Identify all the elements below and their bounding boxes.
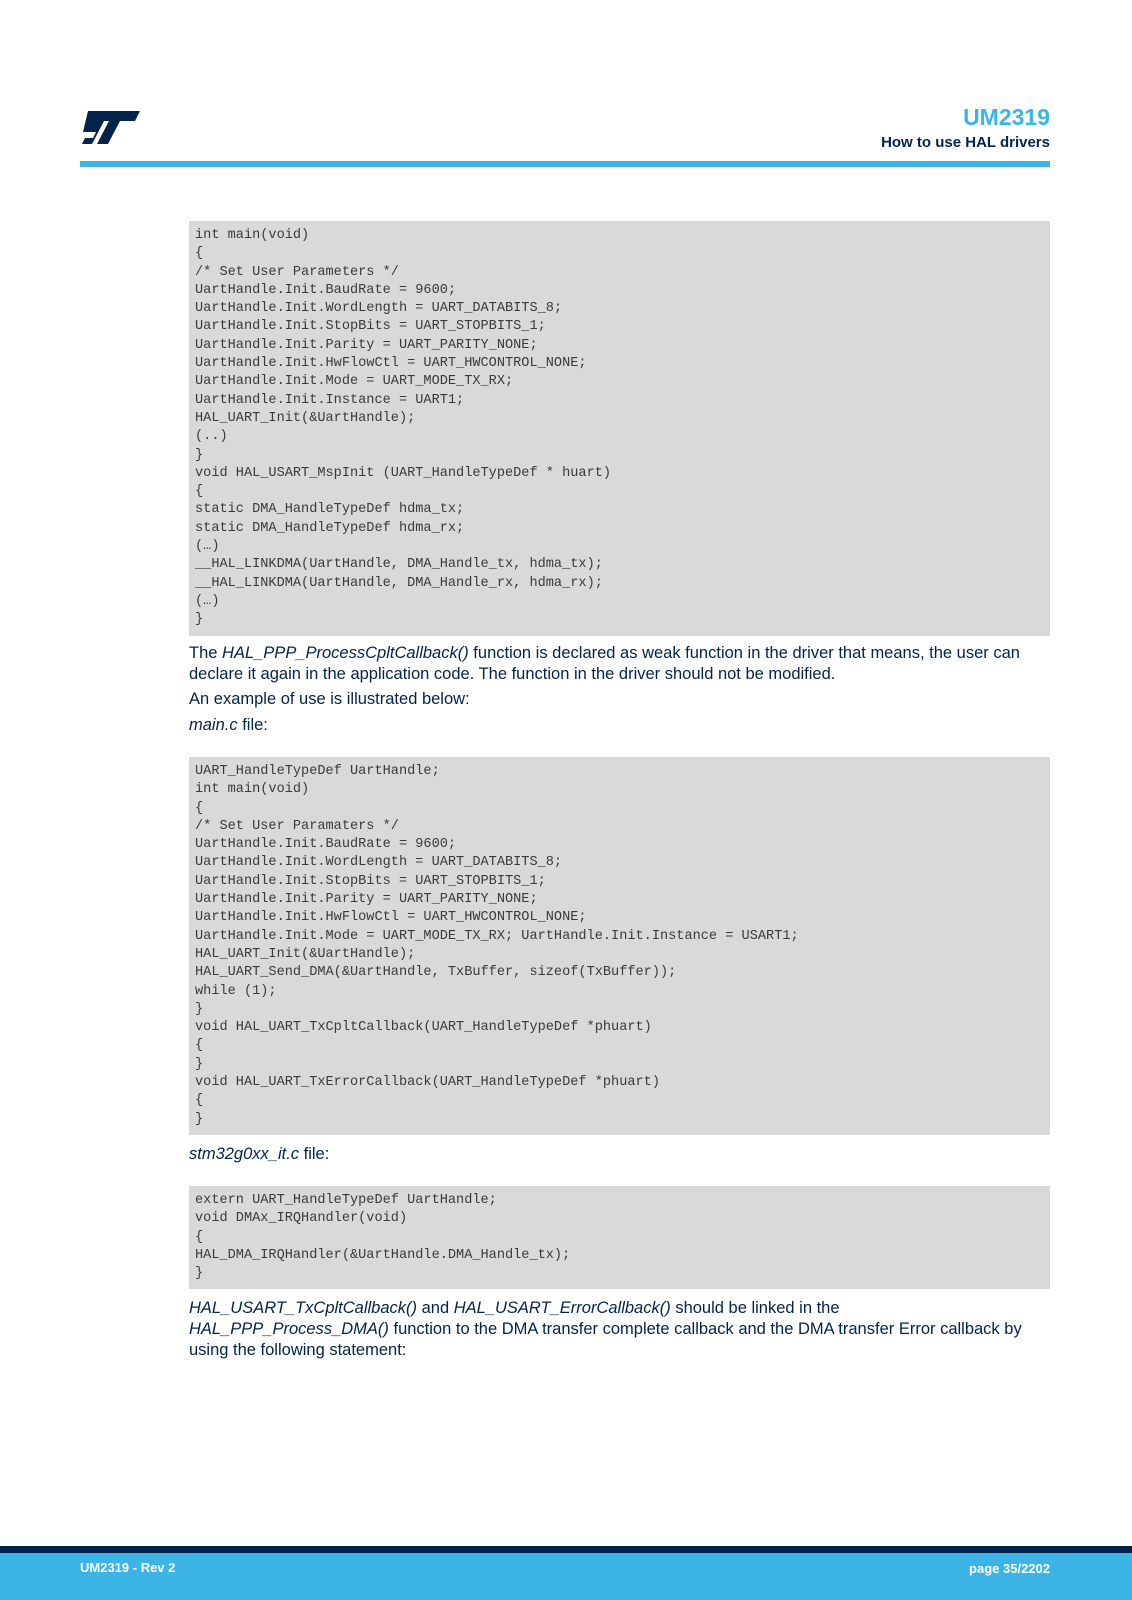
code-line: UartHandle.Init.StopBits = UART_STOPBITS_1;: [195, 873, 546, 889]
code-line: int main(void): [195, 782, 310, 798]
function-name: HAL_PPP_Process_DMA(): [189, 1320, 389, 1338]
code-line: /* Set User Parameters */: [195, 264, 399, 280]
code-line: void HAL_UART_TxErrorCallback(UART_HandleTypeDef *phuart): [195, 1075, 660, 1091]
text: function to the DMA transfer complete callback and the DMA transfer Error callback by using the following statement:: [189, 1320, 1022, 1359]
function-name: HAL_USART_TxCpltCallback(): [189, 1299, 418, 1317]
paragraph-link-callbacks: [189, 1298, 1050, 1361]
header-divider: [80, 161, 1050, 167]
text: file:: [237, 716, 268, 734]
code-line: (..): [195, 429, 228, 445]
code-line: }: [195, 1266, 204, 1282]
code-line: UartHandle.Init.Mode = UART_MODE_TX_RX;: [195, 374, 514, 390]
function-name: HAL_PPP_ProcessCpltCallback(): [222, 644, 469, 662]
code-block-irq: [189, 1186, 1050, 1289]
code-line: static DMA_HandleTypeDef hdma_tx;: [195, 502, 465, 518]
paragraph-weak-function: [189, 643, 1050, 685]
code-line: UartHandle.Init.HwFlowCtl = UART_HWCONTROL_NONE;: [195, 910, 587, 926]
code-line: (…): [195, 539, 220, 555]
paragraph-example: An example of use is illustrated below:: [189, 690, 470, 708]
file-label-main: [189, 715, 1050, 736]
file-label-it: [189, 1144, 1050, 1165]
code-line: HAL_DMA_IRQHandler(&UartHandle.DMA_Handle_tx);: [195, 1247, 571, 1263]
code-line: HAL_UART_Init(&UartHandle);: [195, 410, 416, 426]
file-name: stm32g0xx_it.c: [189, 1145, 300, 1163]
code-line: UartHandle.Init.Mode = UART_MODE_TX_RX; UartHandle.Init.Instance = USART1;: [195, 928, 799, 944]
code-block-main: [189, 757, 1050, 1135]
code-line: UART_HandleTypeDef UartHandle;: [195, 764, 440, 779]
code-line: UartHandle.Init.HwFlowCtl = UART_HWCONTROL_NONE;: [195, 356, 587, 372]
code-line: UartHandle.Init.WordLength = UART_DATABITS_8;: [195, 301, 563, 317]
code-line: }: [195, 1001, 204, 1017]
code-line: extern UART_HandleTypeDef UartHandle;: [195, 1193, 497, 1208]
file-name: main.c: [189, 716, 238, 734]
code-line: HAL_UART_Init(&UartHandle);: [195, 946, 416, 962]
code-line: }: [195, 1056, 204, 1072]
code-line: }: [195, 447, 204, 463]
text: file:: [299, 1145, 330, 1163]
code-line: int main(void): [195, 228, 310, 243]
text: and: [417, 1299, 454, 1317]
text: function is declared as weak function in the driver that means, the user can declare it again in the application code. The function in the driver should not be modified.: [189, 644, 1020, 683]
code-line: static DMA_HandleTypeDef hdma_rx;: [195, 520, 465, 536]
function-name: HAL_USART_ErrorCallback(): [453, 1299, 671, 1317]
code-line: UartHandle.Init.StopBits = UART_STOPBITS_1;: [195, 319, 546, 335]
code-line: void HAL_USART_MspInit (UART_HandleTypeDef * huart): [195, 465, 612, 481]
code-line: {: [195, 1038, 204, 1054]
code-line: __HAL_LINKDMA(UartHandle, DMA_Handle_rx, hdma_rx);: [195, 575, 603, 591]
code-line: UartHandle.Init.Parity = UART_PARITY_NONE;: [195, 892, 538, 908]
code-line: {: [195, 800, 204, 816]
footer-revision: UM2319 - Rev 2: [80, 1560, 176, 1575]
text: should be linked in the: [670, 1299, 840, 1317]
code-line: UartHandle.Init.WordLength = UART_DATABITS_8;: [195, 855, 563, 871]
st-logo: [80, 108, 142, 144]
code-line: UartHandle.Init.BaudRate = 9600;: [195, 282, 457, 298]
code-line: UartHandle.Init.Instance = UART1;: [195, 392, 465, 408]
code-line: void HAL_UART_TxCpltCallback(UART_HandleTypeDef *phuart): [195, 1020, 652, 1036]
code-line: {: [195, 1093, 204, 1109]
footer-divider: [0, 1546, 1132, 1553]
code-line: UartHandle.Init.BaudRate = 9600;: [195, 837, 457, 853]
code-line: {: [195, 1229, 204, 1245]
code-line: {: [195, 246, 204, 262]
section-title: How to use HAL drivers: [881, 134, 1050, 151]
text: The: [189, 644, 223, 662]
page-number: page 35/2202: [969, 1561, 1050, 1576]
code-block-init: [189, 221, 1050, 636]
code-line: UartHandle.Init.Parity = UART_PARITY_NONE;: [195, 337, 538, 353]
code-line: HAL_UART_Send_DMA(&UartHandle, TxBuffer, sizeof(TxBuffer));: [195, 965, 677, 981]
code-line: __HAL_LINKDMA(UartHandle, DMA_Handle_tx, hdma_tx);: [195, 557, 603, 573]
document-id: UM2319: [963, 104, 1050, 130]
code-line: (…): [195, 593, 220, 609]
code-line: /* Set User Paramaters */: [195, 818, 399, 834]
code-line: {: [195, 484, 204, 500]
code-line: }: [195, 1111, 204, 1127]
code-line: }: [195, 612, 204, 628]
code-line: while (1);: [195, 983, 277, 999]
code-line: void DMAx_IRQHandler(void): [195, 1211, 408, 1227]
